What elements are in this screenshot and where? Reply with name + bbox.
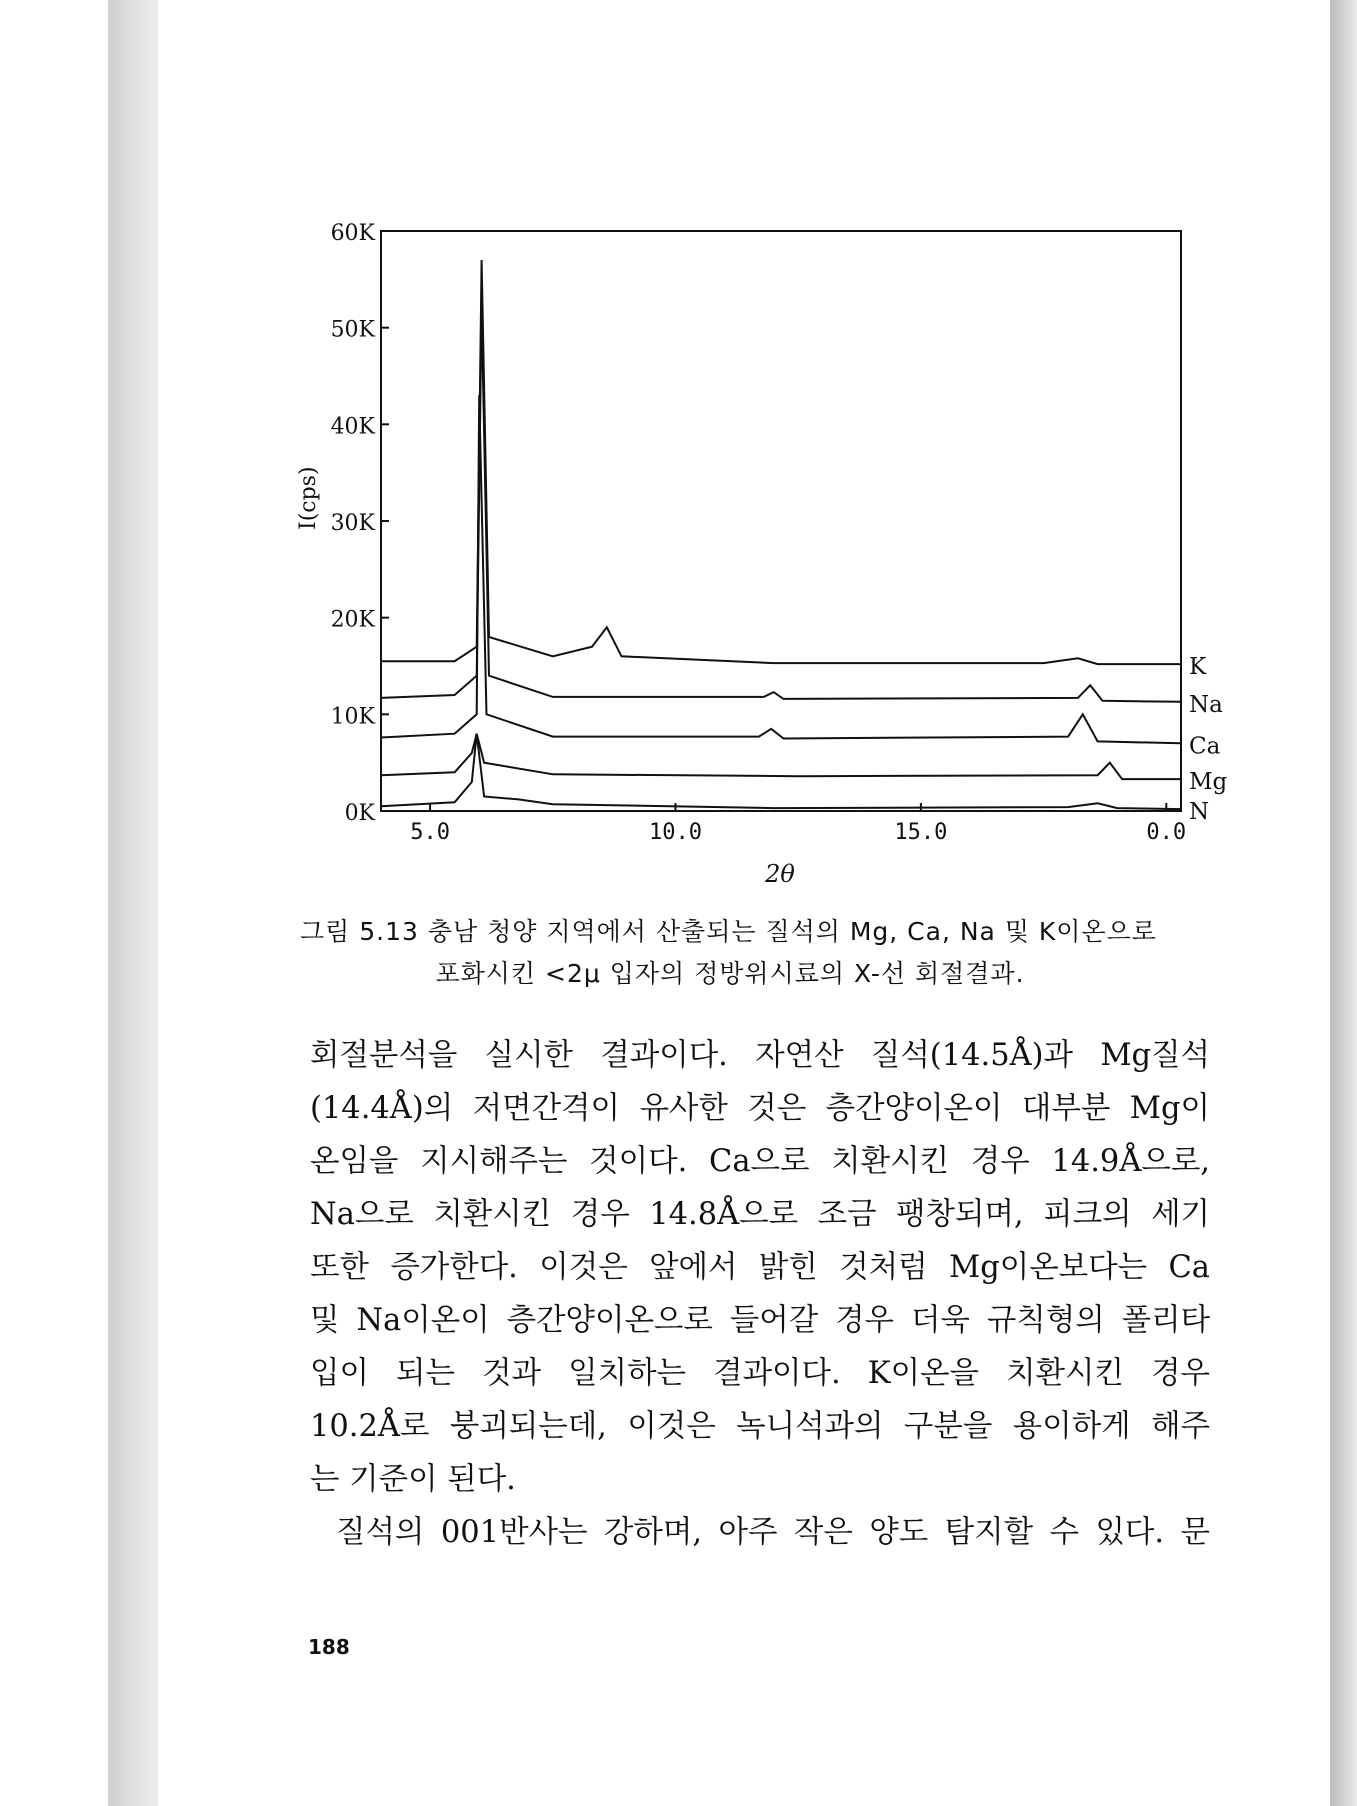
figure-caption-line1: 그림 5.13 충남 청양 지역에서 산출되는 질석의 Mg, Ca, Na 및 K이온으로 <box>300 917 1157 946</box>
series-line-ca <box>381 395 1181 743</box>
x-axis-ticks <box>410 803 1186 845</box>
figure-caption-line2: 포화시킨 <2μ 입자의 정방위시료의 X-선 회절결과. <box>435 959 1025 988</box>
y-tick-label: 50K <box>330 317 375 343</box>
plot-frame <box>381 231 1181 811</box>
body-line: 10.2Å로 붕괴되는데, 이것은 녹니석과의 구분을 용이하게 해주 <box>310 1409 1210 1444</box>
y-axis-label: I(cps) <box>296 466 321 530</box>
x-tick-label: 5.0 <box>410 820 450 845</box>
series-line-n <box>381 734 1181 809</box>
plot-border <box>381 231 1181 811</box>
body-line: 입이 되는 것과 일치하는 결과이다. K이온을 치환시킨 경우 <box>310 1356 1210 1391</box>
body-line: 또한 증가한다. 이것은 앞에서 밝힌 것처럼 Mg이온보다는 Ca <box>310 1250 1210 1285</box>
x-tick-label: 15.0 <box>894 820 948 845</box>
series-line-mg <box>381 734 1181 779</box>
y-tick-label: 60K <box>330 221 375 246</box>
y-tick-label: 10K <box>330 704 375 730</box>
body-line: 질석의 001반사는 강하며, 아주 작은 양도 탐지할 수 있다. 문 <box>336 1515 1210 1550</box>
curve-label-mg: Mg <box>1189 769 1228 796</box>
y-tick-label: 30K <box>330 511 375 536</box>
xrd-figure <box>0 0 1357 900</box>
x-tick-label: 10.0 <box>648 820 702 845</box>
curve-labels <box>1189 654 1228 825</box>
body-line: Na으로 치환시킨 경우 14.8Å으로 조금 팽창되며, 피크의 세기 <box>310 1197 1210 1232</box>
body-line: (14.4Å)의 저면간격이 유사한 것은 층간양이온이 대부분 Mg이 <box>310 1091 1210 1126</box>
curve-label-n: N <box>1189 799 1210 826</box>
series-curves <box>381 260 1181 809</box>
y-tick-label: 0K <box>344 801 375 826</box>
series-line-k <box>381 260 1181 664</box>
body-line: 는 기준이 된다. <box>310 1462 516 1497</box>
curve-label-na: Na <box>1189 691 1223 718</box>
curve-label-k: K <box>1189 654 1207 681</box>
y-tick-label: 40K <box>330 414 375 440</box>
page-number: 188 <box>308 1635 350 1659</box>
body-line: 및 Na이온이 층간양이온으로 들어갈 경우 더욱 규칙형의 폴리타 <box>310 1303 1210 1338</box>
curve-label-ca: Ca <box>1189 733 1221 760</box>
series-line-na <box>381 308 1181 702</box>
body-line: 온임을 지시해주는 것이다. Ca으로 치환시킨 경우 14.9Å으로, <box>310 1144 1210 1179</box>
y-tick-label: 20K <box>330 607 375 633</box>
x-axis-label: 2θ <box>765 860 795 888</box>
body-line: 회절분석을 실시한 결과이다. 자연산 질석(14.5Å)과 Mg질석 <box>310 1038 1210 1073</box>
x-tick-label: 0.0 <box>1146 820 1187 845</box>
